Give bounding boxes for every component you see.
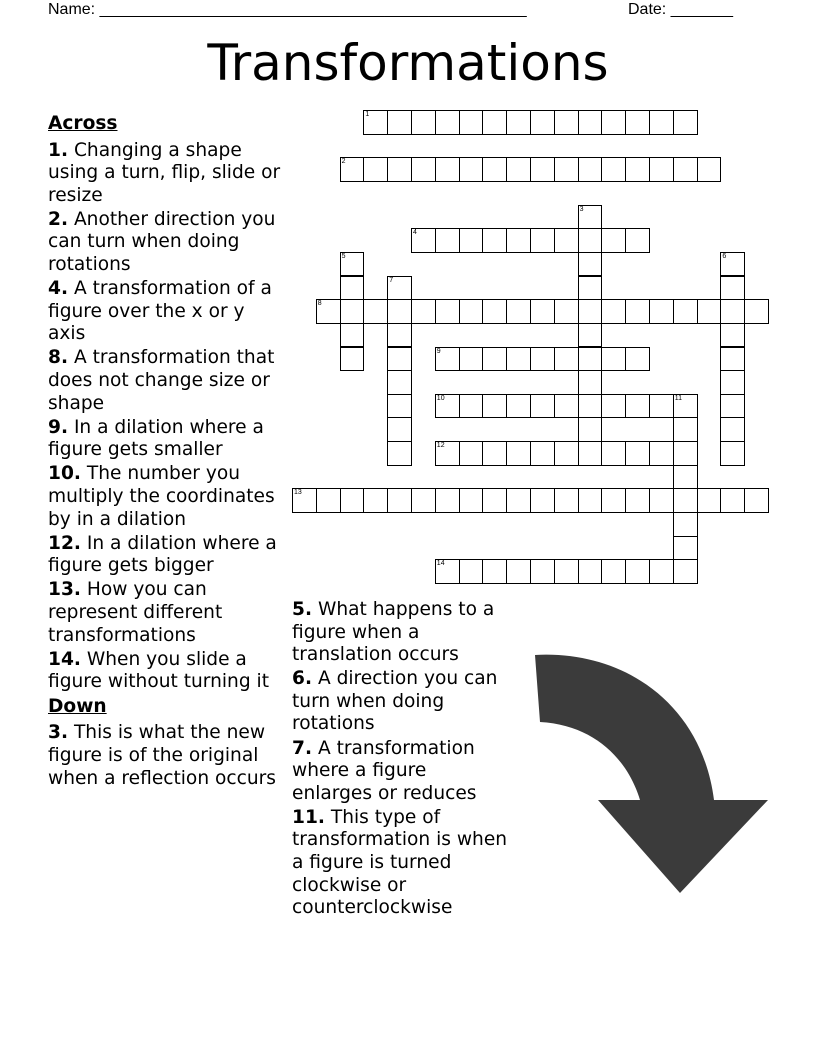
cell-number: 5 (341, 252, 346, 260)
cell-number: 12 (436, 442, 445, 450)
name-field[interactable]: Name: ________________________________________________ (48, 1, 527, 18)
date-field[interactable]: Date: _______ (628, 1, 733, 18)
clue-number: 6. (292, 668, 313, 690)
clue-number: 4. (48, 278, 69, 300)
clue-number: 7. (292, 737, 313, 759)
down-heading: Down (48, 695, 107, 717)
clue-number: 8. (48, 347, 69, 369)
clue-text: In a dilation where a figure gets bigger (48, 532, 277, 577)
clue-number: 2. (48, 208, 69, 230)
clue-text: When you slide a figure without turning it (48, 648, 269, 693)
clue-number: 9. (48, 416, 69, 438)
page-title: Transformations (207, 34, 609, 92)
clue-number: 3. (48, 722, 69, 744)
cell-number: 14 (436, 560, 445, 568)
cell-number: 10 (436, 394, 445, 402)
cell-number: 4 (413, 229, 417, 237)
cell-number: 6 (722, 252, 727, 260)
clue-text: A transformation that does not change size or shape (48, 347, 275, 414)
across-heading: Across (48, 113, 118, 134)
clue-number: 11. (292, 806, 325, 828)
cell-number: 11 (674, 394, 683, 402)
clue-number: 14. (48, 648, 81, 670)
clue-number: 12. (48, 532, 81, 554)
cell-number: 2 (341, 158, 346, 166)
curved-arrow-icon (535, 655, 768, 893)
clue-text: The number you multiply the coordinates by in a dilation (48, 463, 275, 530)
clue-text: Changing a shape using a turn, flip, slide or resize (48, 139, 281, 206)
clue-text: How you can represent different transformations (48, 579, 223, 646)
clue-text: What happens to a figure when a translation occurs (292, 599, 495, 666)
clue-text: A transformation of a figure over the x or y axis (48, 278, 272, 345)
clue-number: 5. (292, 599, 313, 620)
clue-text: A transformation where a figure enlarges or reduces (292, 737, 477, 804)
cell-number: 1 (365, 111, 370, 118)
cell-number: 9 (436, 347, 441, 355)
cell-number: 7 (389, 276, 394, 284)
clue-number: 13. (48, 579, 81, 601)
clue-text: In a dilation where a figure gets smaller (48, 416, 264, 461)
clue-text: Another direction you can turn when doing rotations (48, 208, 276, 276)
clue-text: This is what the new figure is of the original when a reflection occurs (48, 722, 276, 789)
cell-number: 3 (579, 205, 584, 213)
cell-number: 8 (317, 300, 322, 308)
cell-number: 13 (294, 489, 302, 497)
clue-number: 10. (48, 463, 81, 485)
clue-text: A direction you can turn when doing rotations (292, 668, 498, 735)
clue-number: 1. (48, 139, 69, 161)
clue-text: This type of transformation is when a figure is turned clockwise or counterclockwise (292, 806, 508, 919)
